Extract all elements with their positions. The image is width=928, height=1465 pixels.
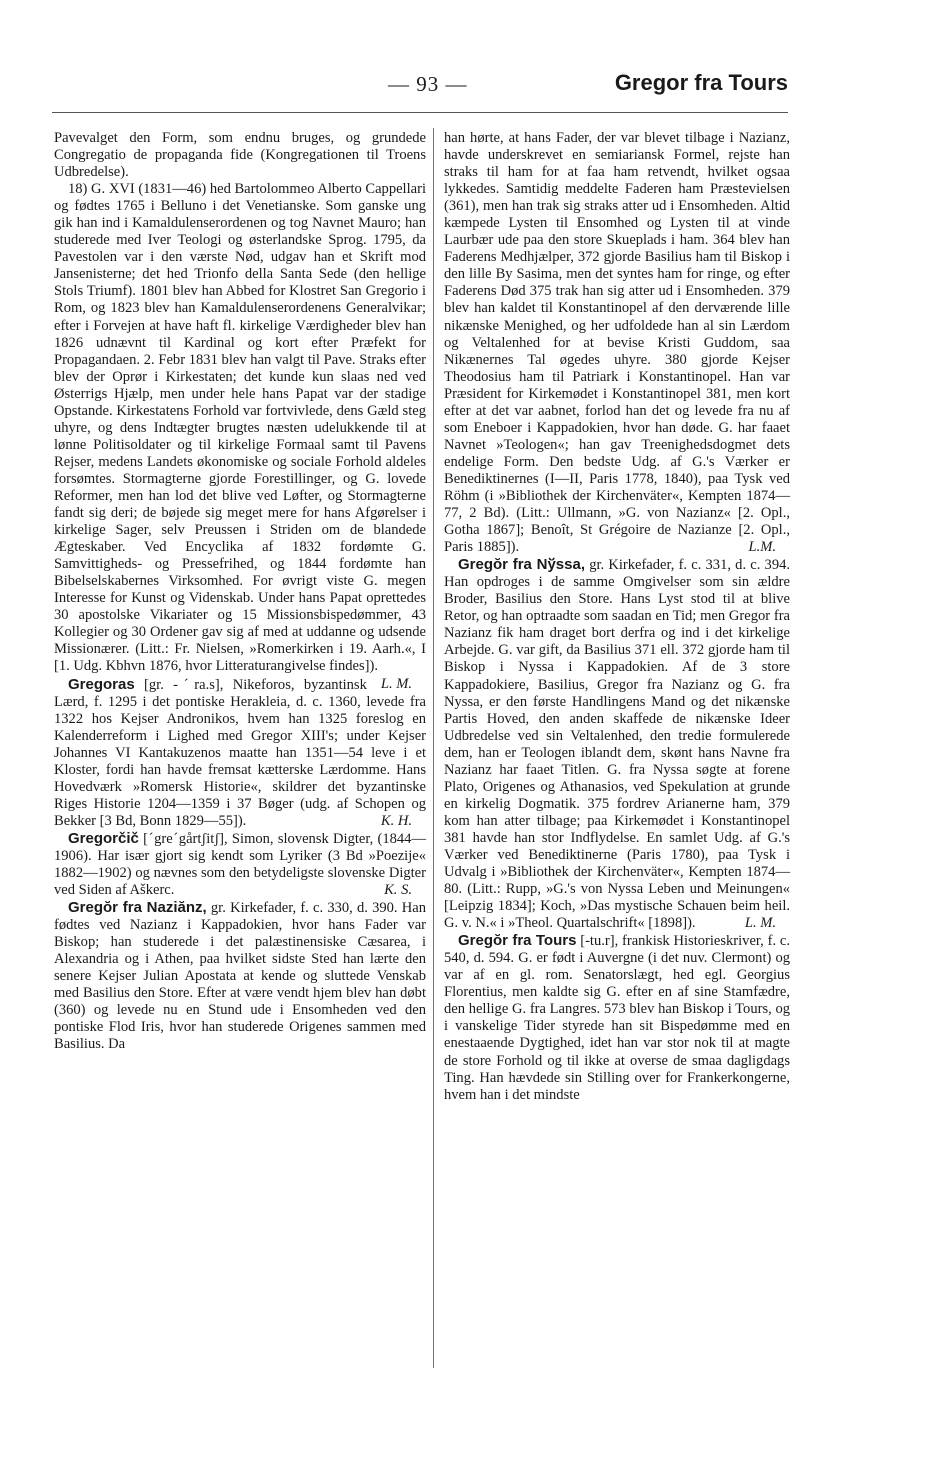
paragraph: Pavevalget den Form, som endnu bruges, og grundede Congregatio de propaganda fide (Kongregationen til Troens Udbredelse). [54,130,426,181]
entry-gregorcic [54,830,426,899]
author-signature: K. S. [384,882,412,899]
entry-text: gr. Kirkefader, f. c. 331, d. c. 394. Han opdroges i de samme Omgivelser som sin ældre Broder, Basilius den Store. Hans Lyst stod til at blive Retor, og han optraadte som saadan en Tid; men Gregor fra Nazianz fik ham draget bort derfra og ind i det kirkelige Arbejde. G. var gift, da Basilius 371 ell. 372 gjorde ham til Biskop i Nyssa i Kappadokien. Af de 3 store Kappadokiere, Basilius, Gregor fra Nazianz og G. fra Nyssa, er den første Handlingens Mand og det nikænske Partis Hoved, den anden skaffede de nikænske Ideer Udbredelse ved sin Veltalenhed, den tredie formulerede dem, han er Teologen iblandt dem, skønt hans Navne fra Nazianz har faaet Titlen. G. fra Nyssa søgte at forene Plato, Origenes og Athanasios, ved Spekulation at grunde en kirkelig Dogmatik. 375 fordrev Arianerne ham, 379 kom han atter tilbage; paa Kirkemødet i Konstantinopel 381 havde han stor Indflydelse. En samlet Udg. af G.'s Værker ved Benediktinerne (Paris 1780), paa Tysk i Udvalg i »Bibliothek der Kirchenväter«, Kempten 1874—80. (Litt.: Rupp, »G.'s von Nyssa Leben und Meinungen« [Leipzig 1834]; Koch, »Das mystische Schauen beim heil. G. v. N.« i »Theol. Quartalschrift« [1898]). [444,557,791,932]
entry-headword: Gregoras [68,675,135,693]
entry-text: [ˊgreˊgårtʃitʃ], Simon, slovensk Digter, (1844—1906). Har især gjort sig kendt som Lyriker (3 Bd »Poezije« 1882—1902) og nævnes som den betydeligste slovenske Digter ved Siden af Aškerc. [54,830,426,899]
entry-gregor-fra-tours [444,932,790,1103]
entry-text: [-tu.r], frankisk Historieskriver, f. c. 540, d. 594. G. er født i Auvergne (i det nuv. Clermont) og var af en gl. rom. Senatorslægt, hed egl. Georgius Florentius, men kaldte sig G. efter en af sine Stamfædre, den hellige G. fra Langres. 573 blev han Biskop i Tours, og i vanskelige Tider styrede han sit Bispedømme med en enestaaende Dygtighed, idet han var stor nok til at magte de store Forhold og til ikke at overse de smaa dagligdags Ting. Han hævdede sin Stilling over for Frankerkongerne, hvem han i det mindste [444,933,790,1103]
paragraph-text: 18) G. XVI (1831—46) hed Bartolommeo Alberto Cappellari og fødtes 1765 i Belluno i det Venetianske. Som ganske ung gik han ind i Kamaldulenserordenen og tog Navnet Mauro; han studerede med Iver Teologi og østerlandske Sprog. 1795, da Pavestolen var i den værste Nød, udgav han et Skrift mod Jansenisterne; det hed Trionfo della Santa Sede (den hellige Stols Triumf). 1801 blev han Abbed for Klostret San Gregorio i Rom, og 1823 blev han Kamaldulenserordenens Generalvikar; efter i Forvejen at have haft fl. kirkelige Værdigheder blev han 1826 udnævnt til Kardinal og kort efter Præfekt for Propagandaen. 2. Febr 1831 blev han valgt til Pave. Straks efter blev der Oprør i Kirkestaten; det kunde kun slaas ned ved Østerrigs Hjælp, men under hele hans Papat var der stadige Opstande. Kirkestatens Forhold var fortvivlede, dens Gæld steg uhyre, og dens Indtægter brugtes næsten udelukkende til at lønne Politisoldater og til kirkelige Formaal samt til Pavens Rejser, medens Landets økonomiske og sociale Forhold aldeles forsømtes. Stormagterne gjorde Forestillinger, og G. lovede Reformer, men han lod det blive ved Løfter, og Stormagterne fandt sig deri; de bøjede sig meget mere for hans Afgørelser i kirkelige Sager, selv Preussen i Striden om de blandede Ægteskaber. Ved Encyclika af 1832 fordømte G. Samvittigheds- og Pressefrihed, og 1844 fordømte han Bibelselskabernes Virksomhed. For øvrigt viste G. megen Interesse for Kunst og Videnskab. Under hans Papat oprettedes 30 apostolske Vikariater og 15 Missionsbispedømmer, 43 Kollegier og 30 Ordener gav sig af med at uddanne og udsende Missionærer. (Litt.: Fr. Nielsen, »Romerkirken i 19. Aarh.«, I [1. Udg. Kbhvn 1876, hvor Litteraturangivelse findes]). [54,181,426,675]
author-signature: L. M. [380,675,412,692]
author-signature: L.M. [748,539,776,556]
entry-headword: Gregŏr fra Tours [458,932,577,950]
left-column [54,130,426,1054]
entry-gregor-fra-nyssa [444,556,790,932]
entry-text: gr. Kirkefader, f. c. 330, d. 390. Han fødtes ved Nazianz i Kappadokien, hvor hans Fader var Biskop; han studerede i det palæstinensiske Cæsarea, i Alexandria og i Athen, paa hvilket sidste Sted han lærte den senere Kejser Julian Apostata at kende og sluttede Venskab med Basilius den Store. Efter at være vendt hjem blev han døbt (360) og levede nu en Stund ude i Ensomheden ved den pontiske Flod Iris, hvor han studerede Origenes sammen med Basilius. Da [54,900,427,1053]
entry-text: [gr. -ˊra.s], Nikeforos, byzantinsk Lærd, f. 1295 i det pontiske Herakleia, d. c. 1360, levede fra 1322 hos Kejser Andronikos, hvem han 1325 foreslog en Kalenderreform i Lighed med Gregor XIII's; under Kejser Johannes VI Kantakuzenos maatte han 1351—54 leve i et Kloster, fordi han havde fremsat kætterske Lærdomme. Hans Hovedværk »Romersk Historie«, skildrer det byzantinske Riges Historie 1204—1359 i 37 Bøger (udg. af Schopen og Bekker [3 Bd, Bonn 1829—55]). [54,676,426,829]
header-rule [52,112,788,113]
column-divider [433,128,434,1368]
entry-headword: Gregorčič [68,829,139,847]
paragraph [444,130,790,556]
entry-headword: Gregŏr fra Naziănz, [68,899,207,917]
page-header [52,70,788,104]
running-head: Gregor fra Tours [614,70,788,95]
author-signature: L. M. [744,915,776,932]
right-column [444,130,790,1104]
entry-headword: Gregŏr fra Nўssa, [458,556,585,574]
paragraph-text: han hørte, at hans Fader, der var blevet tilbage i Nazianz, havde underskrevet en semiariansk Formel, rejste han straks til ham for at faa ham retvendt, hvilket ogsaa lykkedes. Samtidig meddelte Faderen ham Præstevielsen (361), men han trak sig straks atter ud i Ensomheden. Altid kæmpede Lysten til Ensomhed og Lysten til at vinde Laurbær ude paa den store Skueplads i ham. 364 blev han Faderens Medhjælper, 372 gjorde Basilius ham til Biskop i den lille By Sasima, men det syntes ham for ringe, og efter Faderens Død 375 trak han sig atter ud i Ensomheden. 379 blev han kaldet til Konstantinopel af den derværende lille nikænske Menighed, og her udfoldede han al sin Lærdom og Veltalenhed for at bevise Kristi Guddom, saa Nikænernes Tal øgedes uhyre. 380 gjorde Kejser Theodosius ham til Patriark i Konstantinopel. Han var Præsident for Kirkemødet i Konstantinopel 381, men kort efter at det var aabnet, forlod han det og levede fra nu af som Eneboer i Kappadokien, hvor han døde. G. har faaet Navnet »Teologen«; han gav Treenighedsdogmet dets endelige Form. Den bedste Udg. af G.'s Værker er Benediktinernes (I—II, Paris 1778, 1840), paa Tysk ved Röhm (i »Bibliothek der Kirchenväter«, Kempten 1874—77, 2 Bd). (Litt.: Ullmann, »G. von Nazianz« [2. Opl., Gotha 1867]; Benoît, St Grégoire de Nazianze [2. Opl., Paris 1885]). [444,130,790,556]
page-number: — 93 — [388,72,468,96]
author-signature: K. H. [380,812,412,829]
entry-gregoras [54,676,426,830]
entry-gregor-fra-nazianz [54,899,426,1053]
